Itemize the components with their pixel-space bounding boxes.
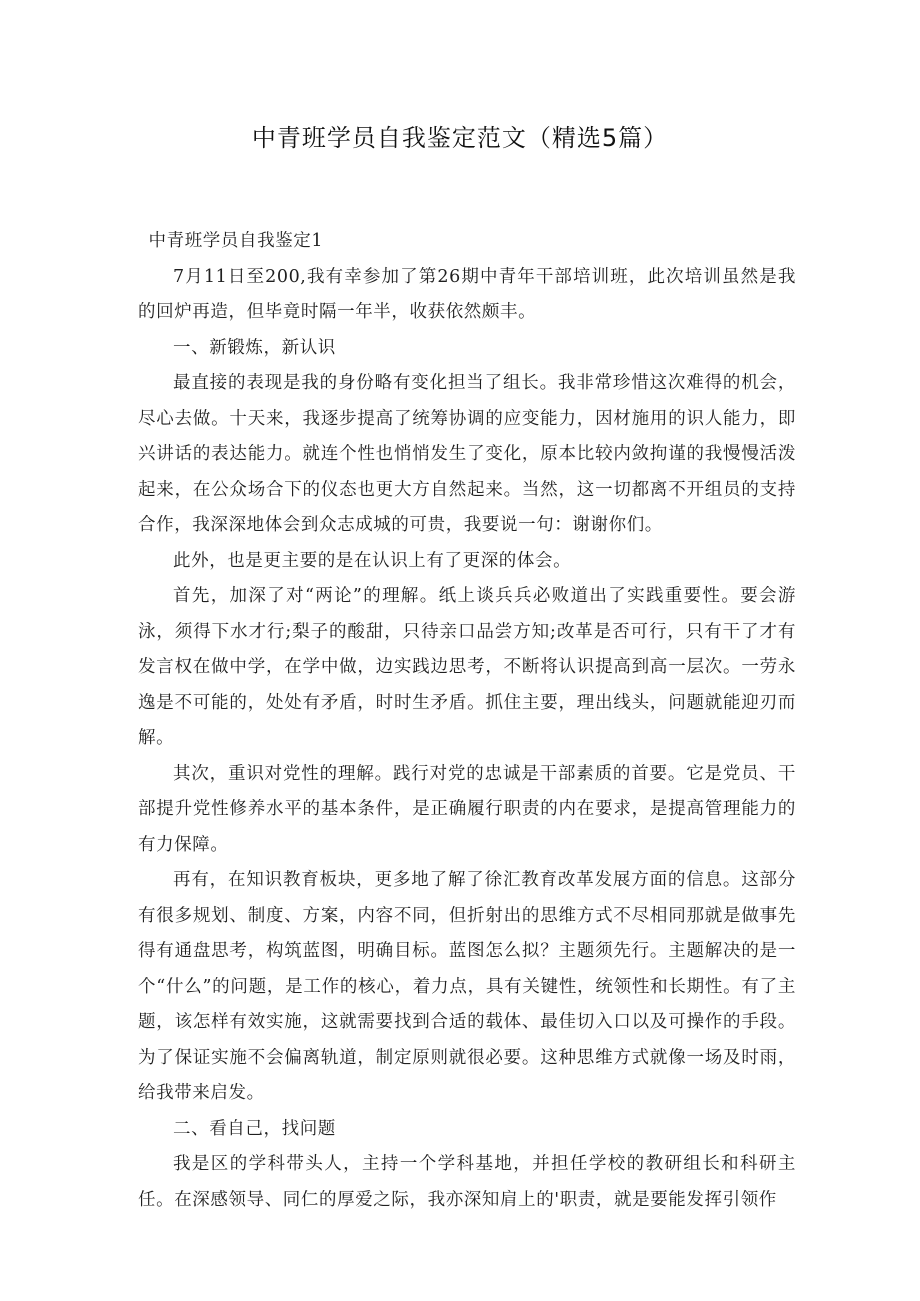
document-title: 中青班学员自我鉴定范文（精选5篇） [251, 124, 669, 152]
section-heading: 一、新锻炼，新认识 [173, 337, 336, 358]
paragraph: 此外，也是更主要的是在认识上有了更深的体会。 [173, 550, 572, 571]
paragraph: 再有，在知识教育板块，更多地了解了徐汇教育改革发展方面的信息。这部分有很多规划、制度、方案，内容不同，但折射出的思维方式不尽相同那就是做事先得有通盘思考，构筑蓝图，明确目标。蓝图怎么拟？主题须先行。主题解决的是一个“什么”的问题，是工作的核心，着力点，具有关键性，统领性和长期性。有了主题，该怎样有效实施，这就需要找到合适的载体、最佳切入口以及可操作的手段。为了保证实施不会偏离轨道，制定原则就很必要。这种思维方式就像一场及时雨，给我带来启发。 [138, 870, 796, 1103]
paragraph: 7月11日至200,我有幸参加了第26期中青年干部培训班，此次培训虽然是我的回炉再造，但毕竟时隔一年半，收获依然颇丰。 [138, 266, 796, 322]
paragraph: 首先，加深了对“两论”的理解。纸上谈兵兵必败道出了实践重要性。要会游泳，须得下水才行;梨子的酸甜，只待亲口品尝方知;改革是否可行，只有干了才有发言权在做中学，在学中做，边实践边思考，不断将认识提高到高一层次。一劳永逸是不可能的，处处有矛盾，时时生矛盾。抓住主要，理出线头，问题就能迎刃而解。 [138, 586, 796, 748]
document-body [138, 224, 796, 1218]
paragraph: 我是区的学科带头人，主持一个学科基地，并担任学校的教研组长和科研主任。在深感领导、同仁的厚爱之际，我亦深知肩上的'职责，就是要能发挥引领作 [138, 1154, 796, 1210]
section-heading: 二、看自己，找问题 [173, 1118, 336, 1139]
section-subtitle: 中青班学员自我鉴定1 [148, 231, 324, 251]
paragraph: 其次，重识对党性的理解。践行对党的忠诚是干部素质的首要。它是党员、干部提升党性修养水平的基本条件，是正确履行职责的内在要求，是提高管理能力的有力保障。 [138, 763, 796, 855]
paragraph: 最直接的表现是我的身份略有变化担当了组长。我非常珍惜这次难得的机会，尽心去做。十天来，我逐步提高了统筹协调的应变能力，因材施用的识人能力，即兴讲话的表达能力。就连个性也悄悄发生了变化，原本比较内敛拘谨的我慢慢活泼起来，在公众场合下的仪态也更大方自然起来。当然，这一切都离不开组员的支持合作，我深深地体会到众志成城的可贵，我要说一句：谢谢你们。 [138, 373, 796, 535]
